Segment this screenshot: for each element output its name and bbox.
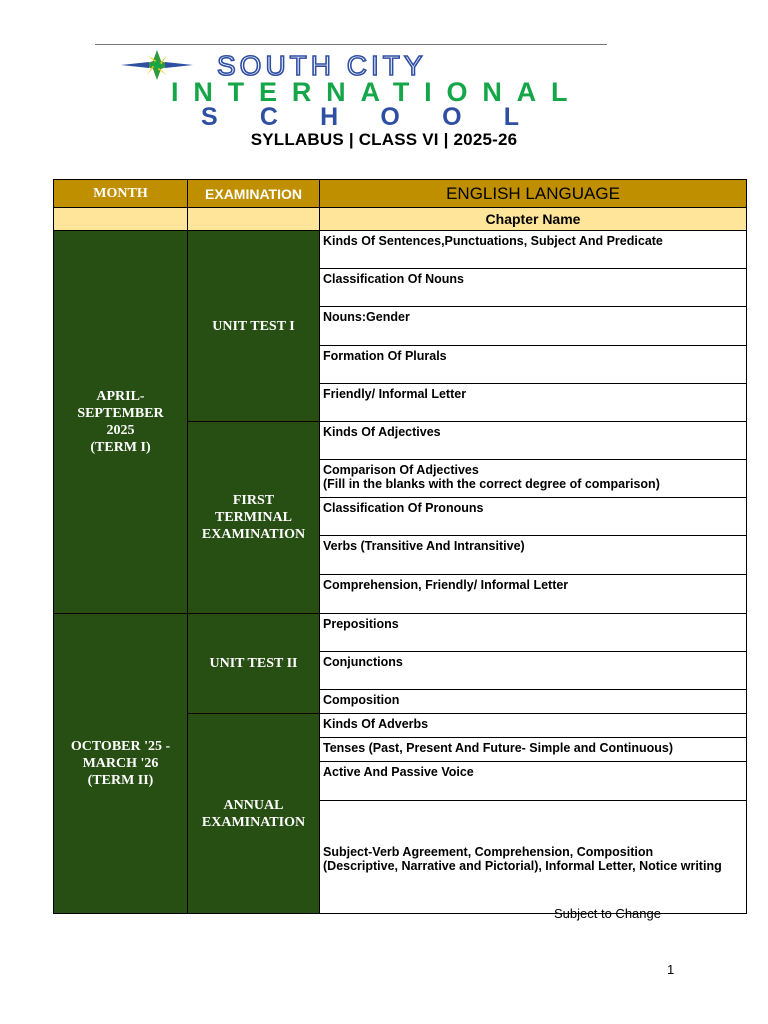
cell-line: OCTOBER '25 - — [70, 739, 171, 754]
header-month: MONTH — [54, 180, 188, 208]
month-cell — [54, 231, 188, 614]
cell-line: (TERM I) — [90, 440, 151, 455]
chapter-cell — [320, 738, 747, 762]
cell-line: ANNUAL — [223, 797, 284, 813]
table-row — [54, 614, 747, 652]
subheader-empty-month — [54, 208, 188, 231]
subheader-chapter-name: Chapter Name — [320, 208, 747, 231]
cell-line: (Descriptive, Narrative and Pictorial), Informal Letter, Notice writing — [323, 858, 722, 873]
cell-line: Active And Passive Voice — [323, 765, 474, 779]
logo-line3: SCHOOL — [201, 103, 541, 129]
chapter-cell — [320, 269, 747, 307]
cell-line: Comparison Of Adjectives — [323, 463, 479, 477]
cell-line: Prepositions — [323, 617, 399, 631]
chapter-cell — [320, 346, 747, 384]
month-cell — [54, 614, 188, 914]
chapter-cell — [320, 498, 747, 536]
cell-line: (TERM II) — [87, 773, 154, 788]
cell-line: Kinds Of Adjectives — [323, 425, 441, 439]
chapter-cell — [320, 762, 747, 801]
cell-line: Composition — [323, 693, 400, 707]
subheader-empty-exam — [188, 208, 320, 231]
cell-line: TERMINAL — [214, 510, 292, 525]
cell-line: FIRST — [232, 493, 275, 508]
cell-line: Classification Of Nouns — [323, 272, 464, 286]
header-subject: ENGLISH LANGUAGE — [320, 180, 747, 208]
chapter-cell — [320, 575, 747, 614]
header-examination: EXAMINATION — [188, 180, 320, 208]
chapter-cell — [320, 422, 747, 460]
chapter-cell — [320, 536, 747, 575]
logo-line1: SOUTH CITY — [217, 50, 427, 81]
chapter-cell — [320, 231, 747, 269]
cell-line: Formation Of Plurals — [323, 349, 447, 363]
chapter-cell — [320, 307, 747, 346]
chapter-cell — [320, 801, 747, 914]
page-number: 1 — [667, 962, 675, 977]
cell-line: Verbs (Transitive And Intransitive) — [323, 539, 525, 553]
cell-line: Tenses (Past, Present And Future- Simple and Continuous) — [323, 741, 674, 755]
chapter-cell — [320, 460, 747, 498]
cell-line: UNIT TEST I — [212, 318, 295, 334]
exam-cell — [188, 614, 320, 714]
exam-cell — [188, 231, 320, 422]
exam-cell — [188, 714, 320, 914]
school-logo — [95, 44, 607, 129]
cell-line: Kinds Of Sentences,Punctuations, Subject And Predicate — [323, 234, 663, 248]
cell-line: Classification Of Pronouns — [323, 501, 484, 515]
cell-line: Nouns:Gender — [323, 310, 410, 324]
cell-line: EXAMINATION — [201, 527, 306, 542]
footnote: Subject to Change — [554, 906, 661, 921]
page-title: SYLLABUS | CLASS VI | 2025-26 — [250, 130, 518, 149]
chapter-cell — [320, 652, 747, 690]
compass-star-icon — [121, 50, 193, 80]
school-logo-graphic — [95, 45, 607, 129]
table-subheader-row — [54, 208, 747, 231]
table-row — [54, 231, 747, 269]
exam-cell — [188, 422, 320, 614]
cell-line: Comprehension, Friendly/ Informal Letter — [323, 578, 569, 592]
chapter-cell — [320, 384, 747, 422]
cell-line: Friendly/ Informal Letter — [323, 387, 467, 401]
cell-line: SEPTEMBER — [77, 406, 164, 421]
cell-line: Kinds Of Adverbs — [323, 717, 429, 731]
chapter-cell — [320, 714, 747, 738]
chapter-cell — [320, 690, 747, 714]
cell-line: 2025 — [106, 423, 135, 438]
chapter-cell — [320, 614, 747, 652]
cell-line: Subject-Verb Agreement, Comprehension, Composition — [323, 844, 654, 859]
cell-line: MARCH '26 — [82, 756, 159, 771]
table-header-row — [54, 180, 747, 208]
cell-line: UNIT TEST II — [209, 656, 298, 671]
syllabus-table — [53, 179, 747, 914]
cell-line: APRIL- — [96, 389, 145, 404]
cell-line: (Fill in the blanks with the correct degree of comparison) — [323, 477, 660, 491]
cell-line: EXAMINATION — [201, 814, 306, 830]
cell-line: Conjunctions — [323, 655, 403, 669]
logo-line2: INTERNATIONAL — [171, 77, 571, 107]
